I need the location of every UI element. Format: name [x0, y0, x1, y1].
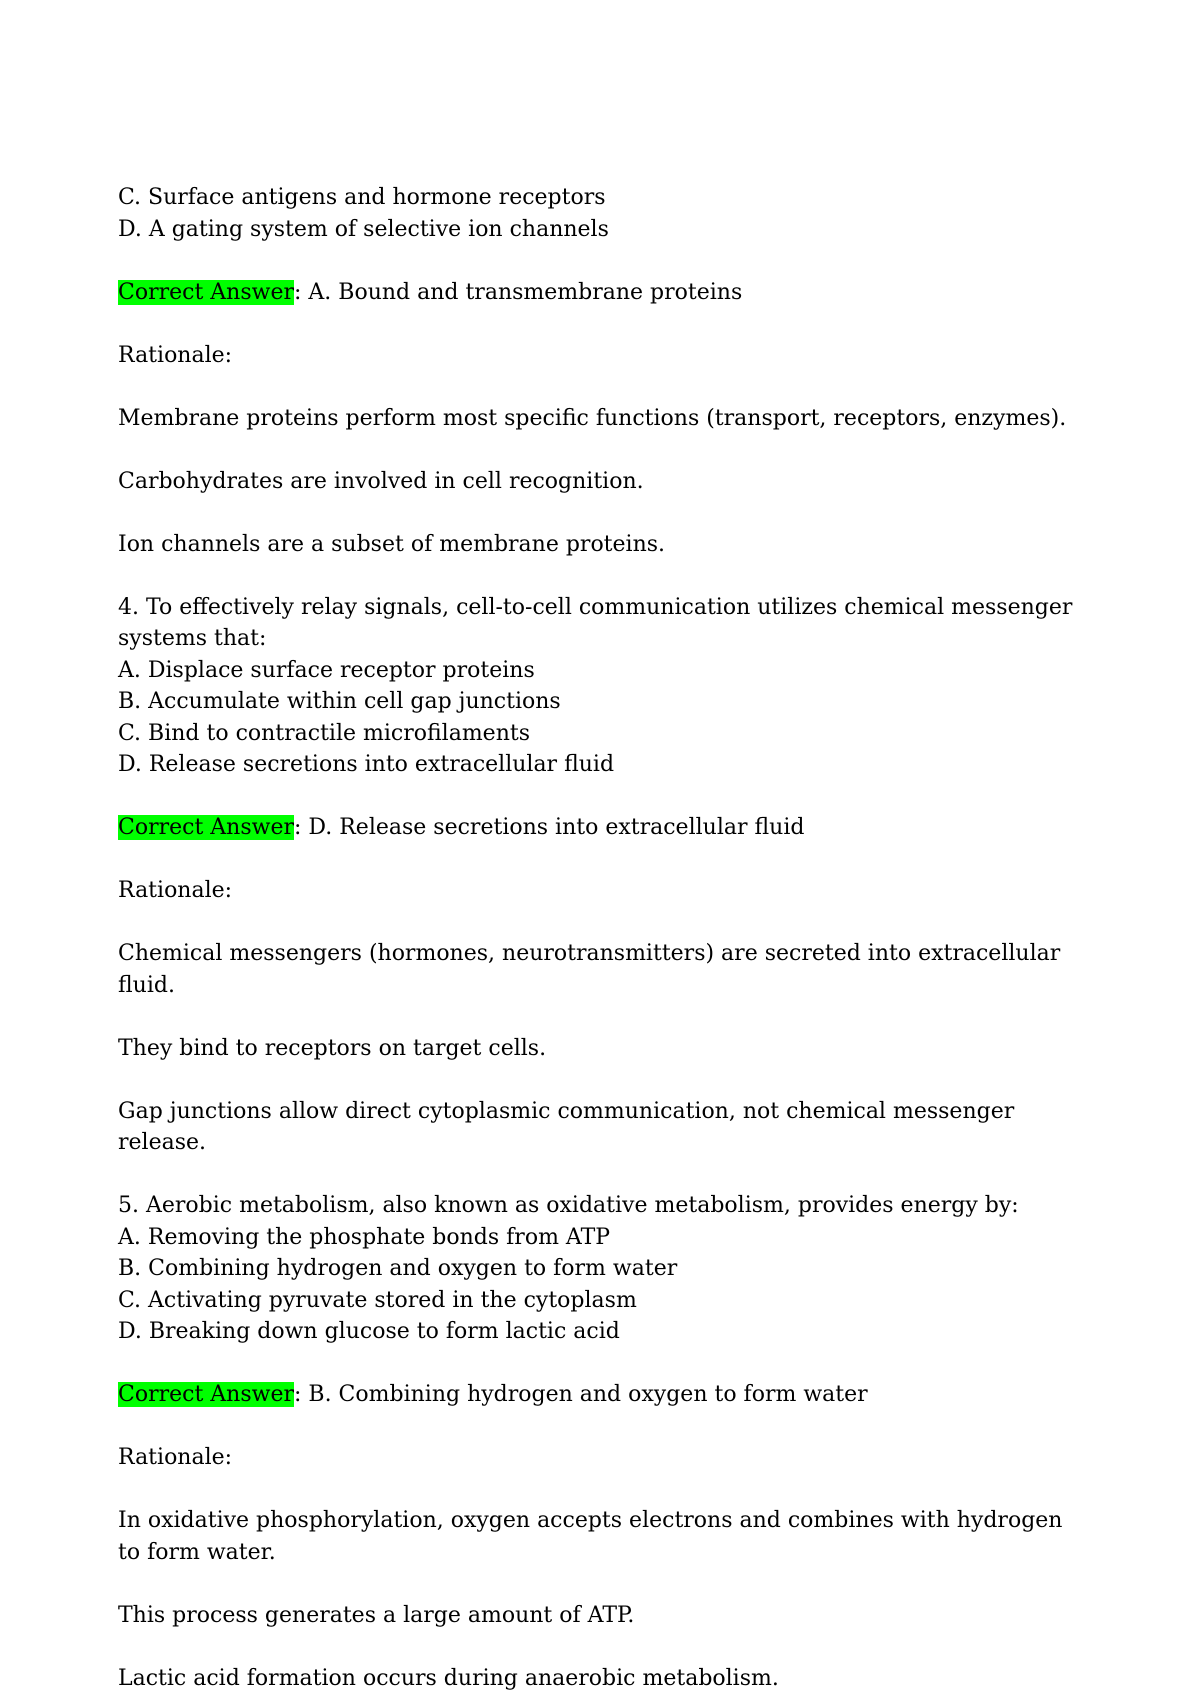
rationale-point: Carbohydrates are involved in cell recognition. — [118, 466, 1078, 498]
option-c: C. Bind to contractile microfilaments — [118, 718, 1078, 750]
rationale-point: In oxidative phosphorylation, oxygen accepts electrons and combines with hydrogen to form water. — [118, 1505, 1078, 1568]
correct-answer-line — [118, 812, 1078, 844]
correct-answer-text: : B. Combining hydrogen and oxygen to form water — [294, 1382, 868, 1407]
option-c: C. Surface antigens and hormone receptors — [118, 182, 1078, 214]
rationale-point: Gap junctions allow direct cytoplasmic communication, not chemical messenger release. — [118, 1096, 1078, 1159]
document-page — [118, 182, 1078, 1694]
correct-answer-text: : D. Release secretions into extracellular fluid — [294, 815, 804, 840]
rationale-heading: Rationale: — [118, 340, 1078, 372]
correct-answer-label: Correct Answer — [118, 815, 294, 840]
option-d: D. Breaking down glucose to form lactic acid — [118, 1316, 1078, 1348]
rationale-point: Ion channels are a subset of membrane proteins. — [118, 529, 1078, 561]
rationale-heading: Rationale: — [118, 1442, 1078, 1474]
rationale-point: This process generates a large amount of ATP. — [118, 1600, 1078, 1632]
option-b: B. Combining hydrogen and oxygen to form water — [118, 1253, 1078, 1285]
option-a: A. Removing the phosphate bonds from ATP — [118, 1222, 1078, 1254]
correct-answer-line — [118, 1379, 1078, 1411]
question-3-section — [118, 182, 1078, 592]
rationale-point: Membrane proteins perform most specific functions (transport, receptors, enzymes). — [118, 403, 1078, 435]
option-b: B. Accumulate within cell gap junctions — [118, 686, 1078, 718]
option-d: D. A gating system of selective ion channels — [118, 214, 1078, 246]
option-c: C. Activating pyruvate stored in the cytoplasm — [118, 1285, 1078, 1317]
question-5-section — [118, 1190, 1078, 1694]
question-4-section — [118, 592, 1078, 1191]
question-text: 4. To effectively relay signals, cell-to-cell communication utilizes chemical messenger systems that: — [118, 592, 1078, 655]
correct-answer-text: : A. Bound and transmembrane proteins — [294, 280, 742, 305]
question-text: 5. Aerobic metabolism, also known as oxidative metabolism, provides energy by: — [118, 1190, 1078, 1222]
correct-answer-label: Correct Answer — [118, 1382, 294, 1407]
option-a: A. Displace surface receptor proteins — [118, 655, 1078, 687]
rationale-point: Lactic acid formation occurs during anaerobic metabolism. — [118, 1663, 1078, 1694]
rationale-point: Chemical messengers (hormones, neurotransmitters) are secreted into extracellular fluid. — [118, 938, 1078, 1001]
correct-answer-label: Correct Answer — [118, 280, 294, 305]
option-d: D. Release secretions into extracellular fluid — [118, 749, 1078, 781]
correct-answer-line — [118, 277, 1078, 309]
rationale-heading: Rationale: — [118, 875, 1078, 907]
rationale-point: They bind to receptors on target cells. — [118, 1033, 1078, 1065]
